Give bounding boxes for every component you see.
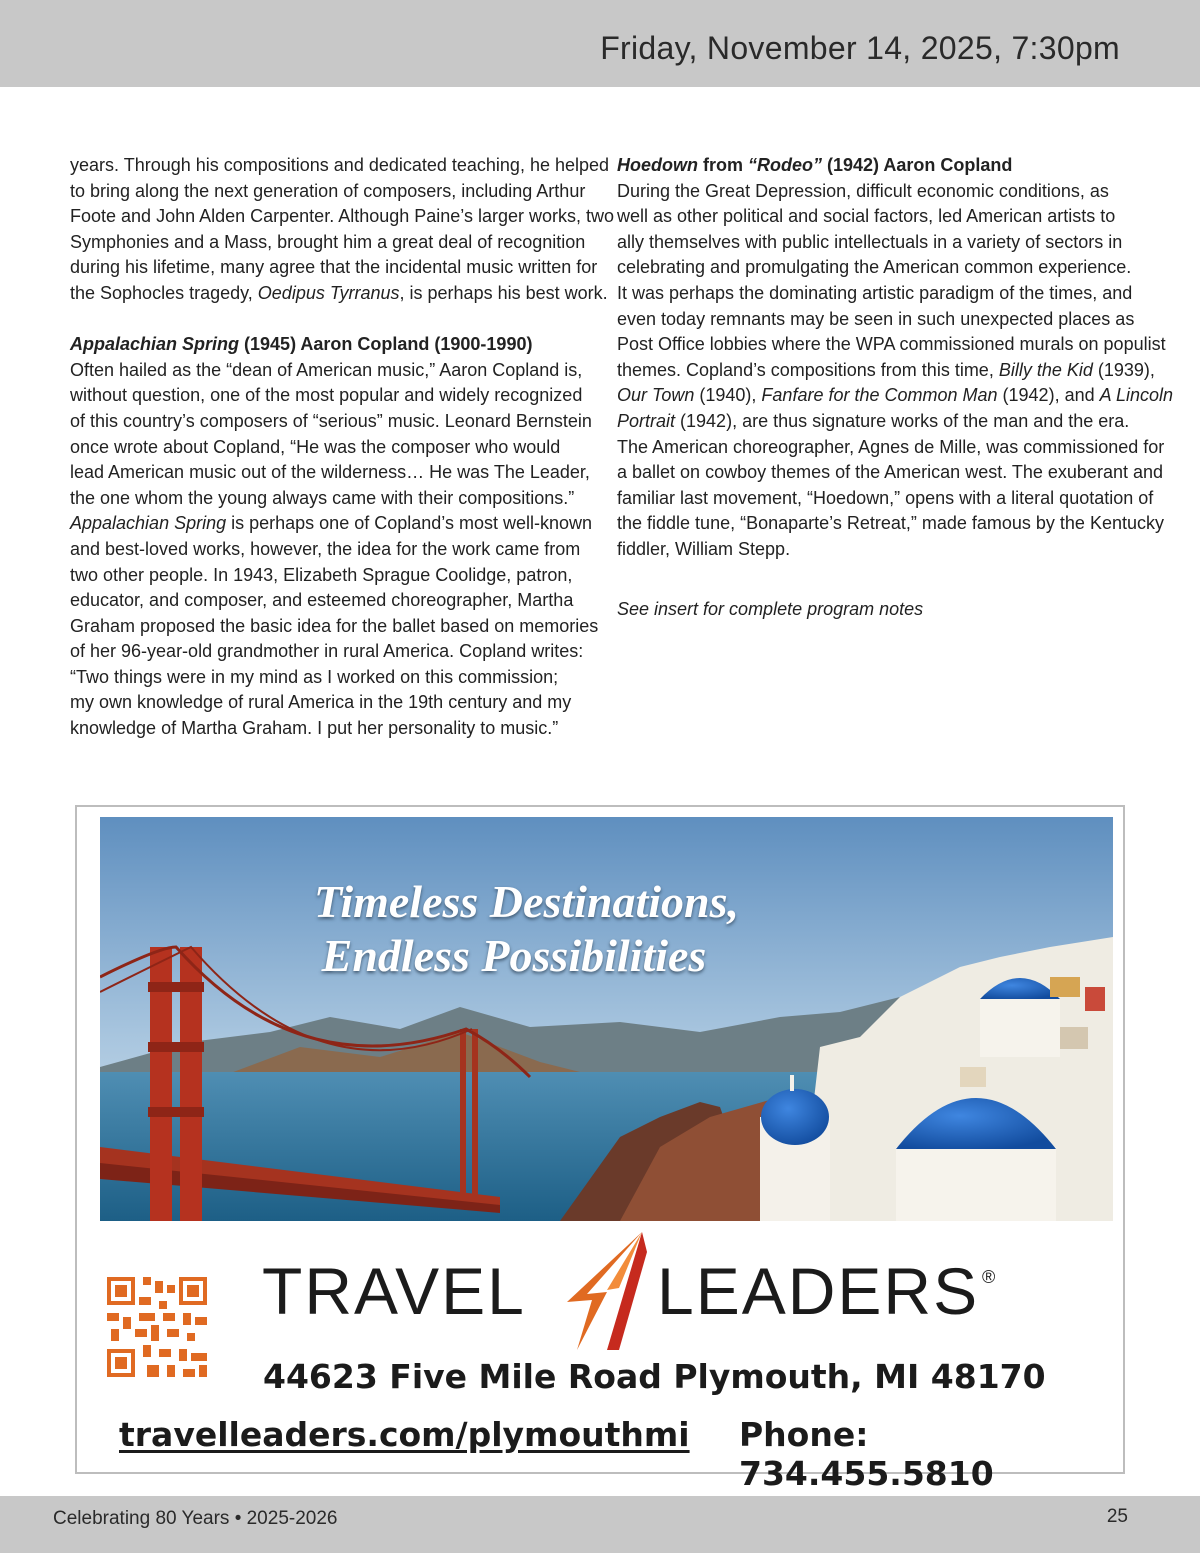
program-note: See insert for complete program notes <box>617 598 924 619</box>
text-line: once wrote about Copland, “He was the composer who would <box>70 436 561 457</box>
work-title: Appalachian Spring <box>70 334 240 355</box>
text-line <box>617 409 1137 435</box>
text-line <box>70 281 608 307</box>
text-line: two other people. In 1943, Elizabeth Sprague Coolidge, patron, <box>70 564 573 585</box>
hoedown-heading <box>617 153 1137 179</box>
footer-season: Celebrating 80 Years • 2025-2026 <box>53 1508 338 1529</box>
text-line: lead American music out of the wilderness… He was The Leader, <box>70 462 590 483</box>
text-line: the fiddle tune, “Bonaparte’s Retreat,” made famous by the Kentucky <box>617 513 1164 534</box>
text-line: Often hailed as the “dean of American music,” Aaron Copland is, <box>70 359 583 380</box>
qr-code-icon[interactable] <box>107 1277 207 1377</box>
text-fragment: is perhaps one of Copland’s most well-known <box>226 513 592 534</box>
work-title: “Rodeo” <box>748 155 823 175</box>
text-line: years. Through his compositions and dedicated teaching, he helped <box>70 155 610 175</box>
text-line: fiddler, William Stepp. <box>617 538 791 559</box>
text-line <box>617 383 1173 409</box>
text-line: Symphonies and a Mass, brought him a great deal of recognition <box>70 231 586 252</box>
heading-rest: (1942) Aaron Copland <box>822 155 1013 175</box>
ad-tagline <box>100 875 1113 983</box>
ad-website-link[interactable]: travelleaders.com/plymouthmi <box>119 1415 690 1454</box>
text-line: without question, one of the most popular and widely recognized <box>70 385 583 406</box>
text-line: During the Great Depression, difficult economic conditions, as <box>617 180 1109 201</box>
registered-mark: ® <box>982 1267 996 1287</box>
appalachian-paragraph <box>70 358 599 742</box>
page-number: 25 <box>1106 1506 1128 1527</box>
text-line: Post Office lobbies where the WPA commissioned murals on populist <box>617 334 1166 355</box>
right-column <box>617 153 1173 622</box>
text-line: of her 96-year-old grandmother in rural America. Copland writes: <box>70 641 584 662</box>
work-title: Oedipus Tyrranus <box>257 282 400 303</box>
heading-rest: from <box>698 155 749 175</box>
ad-photo <box>100 817 1113 1221</box>
text-line: my own knowledge of rural America in the 19th century and my <box>70 692 572 713</box>
work-title: Billy the Kid <box>998 359 1093 380</box>
text-line: to bring along the next generation of composers, including Arthur <box>70 180 586 201</box>
text-line: It was perhaps the dominating artistic paradigm of the times, and <box>617 282 1133 303</box>
text-fragment: (1940), <box>694 385 762 406</box>
brand-name-left: TRAVEL <box>262 1254 526 1328</box>
text-line <box>617 358 1155 384</box>
text-line: educator, and composer, and esteemed choreographer, Martha <box>70 590 574 611</box>
text-line: familiar last movement, “Hoedown,” opens with a literal quotation of <box>617 487 1154 508</box>
left-column <box>70 153 615 742</box>
work-title: Appalachian Spring <box>70 513 227 534</box>
text-line: ally themselves with public intellectuals in a variety of sectors in <box>617 231 1123 252</box>
travel-leaders-logo-icon <box>547 1232 657 1350</box>
work-title: Fanfare for the Common Man <box>761 385 998 406</box>
text-fragment: (1939), <box>1092 359 1155 380</box>
text-line: a ballet on cowboy themes of the American west. The exuberant and <box>617 462 1163 483</box>
text-line: during his lifetime, many agree that the incidental music written for <box>70 257 598 278</box>
text-line: the one whom the young always came with their compositions.” <box>70 487 575 508</box>
appalachian-heading <box>70 332 580 358</box>
text-fragment: , is perhaps his best work. <box>399 282 608 303</box>
travel-leaders-ad[interactable] <box>75 805 1125 1493</box>
text-fragment: themes. Copland’s compositions from this time, <box>617 359 999 380</box>
ad-phone: Phone: 734.455.5810 <box>739 1415 994 1493</box>
text-line: celebrating and promulgating the American common experience. <box>617 257 1132 278</box>
work-title: A Lincoln <box>1099 385 1173 406</box>
text-fragment: (1942), and <box>997 385 1100 406</box>
text-line: The American choreographer, Agnes de Mille, was commissioned for <box>617 436 1165 457</box>
text-line: knowledge of Martha Graham. I put her personality to music.” <box>70 718 559 739</box>
brand-name-right: LEADERS <box>657 1254 980 1328</box>
text-line: and best-loved works, however, the idea for the work came from <box>70 538 581 559</box>
text-line: Graham proposed the basic idea for the ballet based on memories <box>70 615 599 636</box>
tagline-line: Endless Possibilities <box>321 930 707 981</box>
text-line: “Two things were in my mind as I worked on this commission; <box>70 666 559 687</box>
work-title: Our Town <box>617 385 695 406</box>
text-line: Foote and John Alden Carpenter. Although Paine’s larger works, two <box>70 206 615 227</box>
hoedown-paragraph <box>617 179 1173 563</box>
tagline-line: Timeless Destinations, <box>313 876 740 927</box>
text-line: even today remnants may be seen in such unexpected places as <box>617 308 1135 329</box>
text-line <box>70 511 592 537</box>
work-title: Hoedown <box>617 155 698 175</box>
concert-date: Friday, November 14, 2025, 7:30pm <box>600 30 1120 66</box>
ad-address: 44623 Five Mile Road Plymouth, MI 48170 <box>263 1357 1046 1396</box>
work-title: Portrait <box>617 410 676 431</box>
text-fragment: (1942), are thus signature works of the man and the era. <box>675 410 1130 431</box>
text-line: well as other political and social factors, led American artists to <box>617 206 1116 227</box>
heading-rest: (1945) Aaron Copland (1900-1990) <box>239 334 533 355</box>
text-line: of this country’s composers of “serious” music. Leonard Bernstein <box>70 410 592 431</box>
intro-paragraph <box>70 153 615 307</box>
text-fragment: the Sophocles tragedy, <box>70 282 258 303</box>
